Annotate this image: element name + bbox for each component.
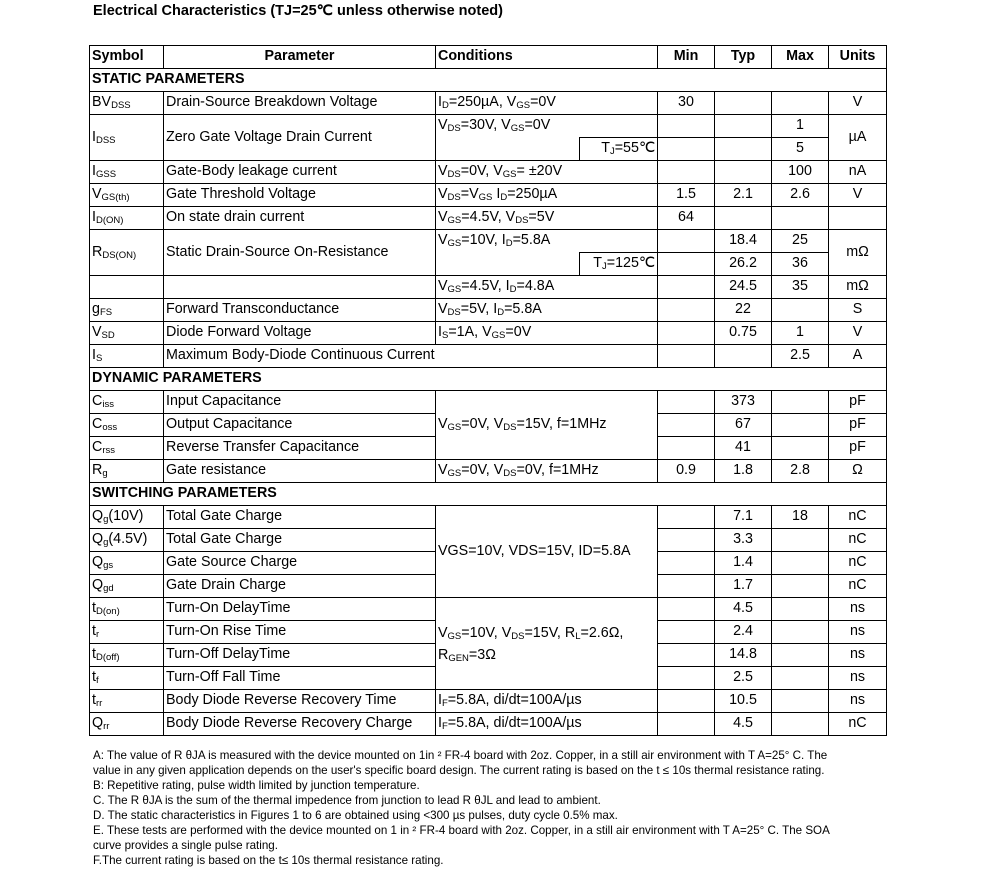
param-ciss: Input Capacitance [164,391,436,414]
typ-value: 18.4 [715,230,772,253]
symbol-vgsth: $V_{GS(th)}$ [90,184,164,207]
typ-value: 26.2 [715,253,772,276]
units-value: nC [829,575,887,598]
cond-idss: $V_{DS}=30V$, $V_{GS}=0V$ [436,115,658,138]
max-value: 25 [772,230,829,253]
typ-value: 1.4 [715,552,772,575]
typ-value: 3.3 [715,529,772,552]
section-dynamic: DYNAMIC PARAMETERS [90,368,887,391]
symbol-rdson: $R_{DS(ON)}$ [90,230,164,276]
header-symbol: Symbol [90,46,164,69]
symbol-gfs: $g_{FS}$ [90,299,164,322]
header-min: Min [658,46,715,69]
max-value: 36 [772,253,829,276]
table-row [90,460,887,483]
cond-capacitance: $V_{GS}=0V$, $V_{DS}=15V$, f=1MHz [436,391,658,460]
symbol-tr: $t_r$ [90,621,164,644]
units-value: pF [829,414,887,437]
cond-idon: $V_{GS}=4.5V$, $V_{DS}=5V$ [436,207,658,230]
param-tdoff: Turn-Off DelayTime [164,644,436,667]
units-value: nC [829,506,887,529]
header-conditions: Conditions [436,46,658,69]
param-vgsth: Gate Threshold Voltage [164,184,436,207]
typ-value: 41 [715,437,772,460]
units-value: V [829,184,887,207]
table-row [90,713,887,736]
header-row [90,46,887,69]
cond-rdson-tj: $T_J=125℃$ [580,253,658,276]
table-row [90,230,887,253]
units-value: V [829,322,887,345]
symbol-coss: $C_{oss}$ [90,414,164,437]
param-vsd: Diode Forward Voltage [164,322,436,345]
param-coss: Output Capacitance [164,414,436,437]
units-value: nC [829,529,887,552]
cond-igss: $V_{DS}=0V$, $V_{GS}= \pm 20V$ [436,161,658,184]
typ-value: 67 [715,414,772,437]
symbol-qrr: $Q_{rr}$ [90,713,164,736]
symbol-qg10: $Q_g(10V)$ [90,506,164,529]
typ-value: 4.5 [715,598,772,621]
table-row [90,207,887,230]
typ-value: 1.8 [715,460,772,483]
table-row [90,391,887,414]
cond-bvdss: $I_D=250\mu A$, $V_{GS}=0V$ [436,92,658,115]
table-row [90,161,887,184]
header-max: Max [772,46,829,69]
units-value: S [829,299,887,322]
typ-value: 7.1 [715,506,772,529]
typ-value: 10.5 [715,690,772,713]
cond-switching: $V_{GS}=10V$, $V_{DS}=15V$, $R_L=2.6\Omega$, $R_{GEN}=3\Omega$ [436,598,658,690]
footnote-line: B: Repetitive rating, pulse width limited by junction temperature. [93,779,420,792]
header-typ: Typ [715,46,772,69]
max-value: 2.8 [772,460,829,483]
units-value: ns [829,690,887,713]
min-value: 1.5 [658,184,715,207]
section-title: Electrical Characteristics (TJ=25℃ unless otherwise noted) [93,3,503,19]
typ-value: 0.75 [715,322,772,345]
header-units: Units [829,46,887,69]
cond-rdson-3: $V_{GS}=4.5V$, $I_D=4.8A$ [436,276,658,299]
typ-value: 373 [715,391,772,414]
table-row [90,598,887,621]
cond-idss-tj: $T_J=55℃$ [580,138,658,161]
param-rg: Gate resistance [164,460,436,483]
max-value: 35 [772,276,829,299]
cond-vsd: $I_S=1A$, $V_{GS}=0V$ [436,322,658,345]
units-value: mΩ [829,230,887,276]
param-tr: Turn-On Rise Time [164,621,436,644]
cond-rdson-1: $V_{GS}=10V$, $I_D=5.8A$ [436,230,658,253]
units-value: nC [829,713,887,736]
units-value: mΩ [829,276,887,299]
symbol-bvdss: $BV_{DSS}$ [90,92,164,115]
param-igss: Gate-Body leakage current [164,161,436,184]
units-value: A [829,345,887,368]
units-value: pF [829,391,887,414]
table-row [90,276,887,299]
symbol-rg: $R_g$ [90,460,164,483]
param-qrr: Body Diode Reverse Recovery Charge [164,713,436,736]
units-value: ns [829,621,887,644]
param-rdson: Static Drain-Source On-Resistance [164,230,436,276]
symbol-vsd: $V_{SD}$ [90,322,164,345]
cond-charge: VGS=10V, VDS=15V, ID=5.8A [436,506,658,598]
symbol-ciss: $C_{iss}$ [90,391,164,414]
param-tf: Turn-Off Fall Time [164,667,436,690]
units-value: nA [829,161,887,184]
units-value: Ω [829,460,887,483]
footnote-line: F.The current rating is based on the t≤ 10s thermal resistance rating. [93,854,444,867]
cond-gfs: $V_{DS}=5V$, $I_D=5.8A$ [436,299,658,322]
typ-value: 14.8 [715,644,772,667]
typ-value: 1.7 [715,575,772,598]
max-value: 1 [772,322,829,345]
symbol-qg45: $Q_g(4.5V)$ [90,529,164,552]
table-row [90,322,887,345]
typ-value: 2.4 [715,621,772,644]
param-idss: Zero Gate Voltage Drain Current [164,115,436,161]
cond-vgsth: $V_{DS}=V_{GS}$ $I_D=250\mu A$ [436,184,658,207]
table-row [90,299,887,322]
units-value: nC [829,552,887,575]
units-value: µA [829,115,887,161]
param-is: Maximum Body-Diode Continuous Current [164,345,658,368]
section-switching: SWITCHING PARAMETERS [90,483,887,506]
cond-qrr: $I_F=5.8A$, di/dt=100A/µs [436,713,658,736]
param-qgs: Gate Source Charge [164,552,436,575]
symbol-igss: $I_{GSS}$ [90,161,164,184]
min-value: 0.9 [658,460,715,483]
max-value: 100 [772,161,829,184]
table-row [90,506,887,529]
typ-value: 24.5 [715,276,772,299]
symbol-tdon: $t_{D(on)}$ [90,598,164,621]
table-row [90,115,887,138]
max-value: 1 [772,115,829,138]
footnote-line: value in any given application depends on the user's specific board design. The current rating is based on the t ≤ 10s thermal resistance rating. [93,764,825,777]
units-value: ns [829,598,887,621]
param-bvdss: Drain-Source Breakdown Voltage [164,92,436,115]
param-gfs: Forward Transconductance [164,299,436,322]
footnotes [93,748,893,868]
table-row [90,184,887,207]
symbol-qgd: $Q_{gd}$ [90,575,164,598]
symbol-tdoff: $t_{D(off)}$ [90,644,164,667]
header-parameter: Parameter [164,46,436,69]
section-static: STATIC PARAMETERS [90,69,887,92]
min-value: 64 [658,207,715,230]
symbol-is: $I_S$ [90,345,164,368]
footnote-line: E. These tests are performed with the device mounted on 1 in ² FR-4 board with 2oz. Copper, in a still air environment with T A=25° C. The SOA [93,824,830,837]
symbol-idon: $I_{D(ON)}$ [90,207,164,230]
footnote-line: D. The static characteristics in Figures 1 to 6 are obtained using <300 µs pulses, duty cycle 0.5% max. [93,809,618,822]
units-value: V [829,92,887,115]
typ-value: 2.5 [715,667,772,690]
param-tdon: Turn-On DelayTime [164,598,436,621]
footnote-line: curve provides a single pulse rating. [93,839,278,852]
table-row [90,92,887,115]
param-idon: On state drain current [164,207,436,230]
typ-value: 22 [715,299,772,322]
symbol-tf: $t_f$ [90,667,164,690]
units-value: pF [829,437,887,460]
typ-value: 4.5 [715,713,772,736]
param-crss: Reverse Transfer Capacitance [164,437,436,460]
param-qgd: Gate Drain Charge [164,575,436,598]
max-value: 5 [772,138,829,161]
max-value: 2.5 [772,345,829,368]
table-row [90,690,887,713]
param-qg45: Total Gate Charge [164,529,436,552]
symbol-idss: $I_{DSS}$ [90,115,164,161]
typ-value: 2.1 [715,184,772,207]
units-value: ns [829,667,887,690]
max-value: 2.6 [772,184,829,207]
param-trr: Body Diode Reverse Recovery Time [164,690,436,713]
max-value: 18 [772,506,829,529]
param-qg10: Total Gate Charge [164,506,436,529]
symbol-qgs: $Q_{gs}$ [90,552,164,575]
footnote-line: A: The value of R θJA is measured with the device mounted on 1in ² FR-4 board with 2oz. Copper, in a still air environment with T A=25° C. The [93,749,828,762]
footnote-line: C. The R θJA is the sum of the thermal impedence from junction to lead R θJL and lead to ambient. [93,794,601,807]
symbol-crss: $C_{rss}$ [90,437,164,460]
min-value: 30 [658,92,715,115]
cond-rg: $V_{GS}=0V$, $V_{DS}=0V$, f=1MHz [436,460,658,483]
electrical-characteristics-table [89,45,887,736]
table-row [90,345,887,368]
units-value: ns [829,644,887,667]
symbol-trr: $t_{rr}$ [90,690,164,713]
cond-trr: $I_F=5.8A$, di/dt=100A/µs [436,690,658,713]
